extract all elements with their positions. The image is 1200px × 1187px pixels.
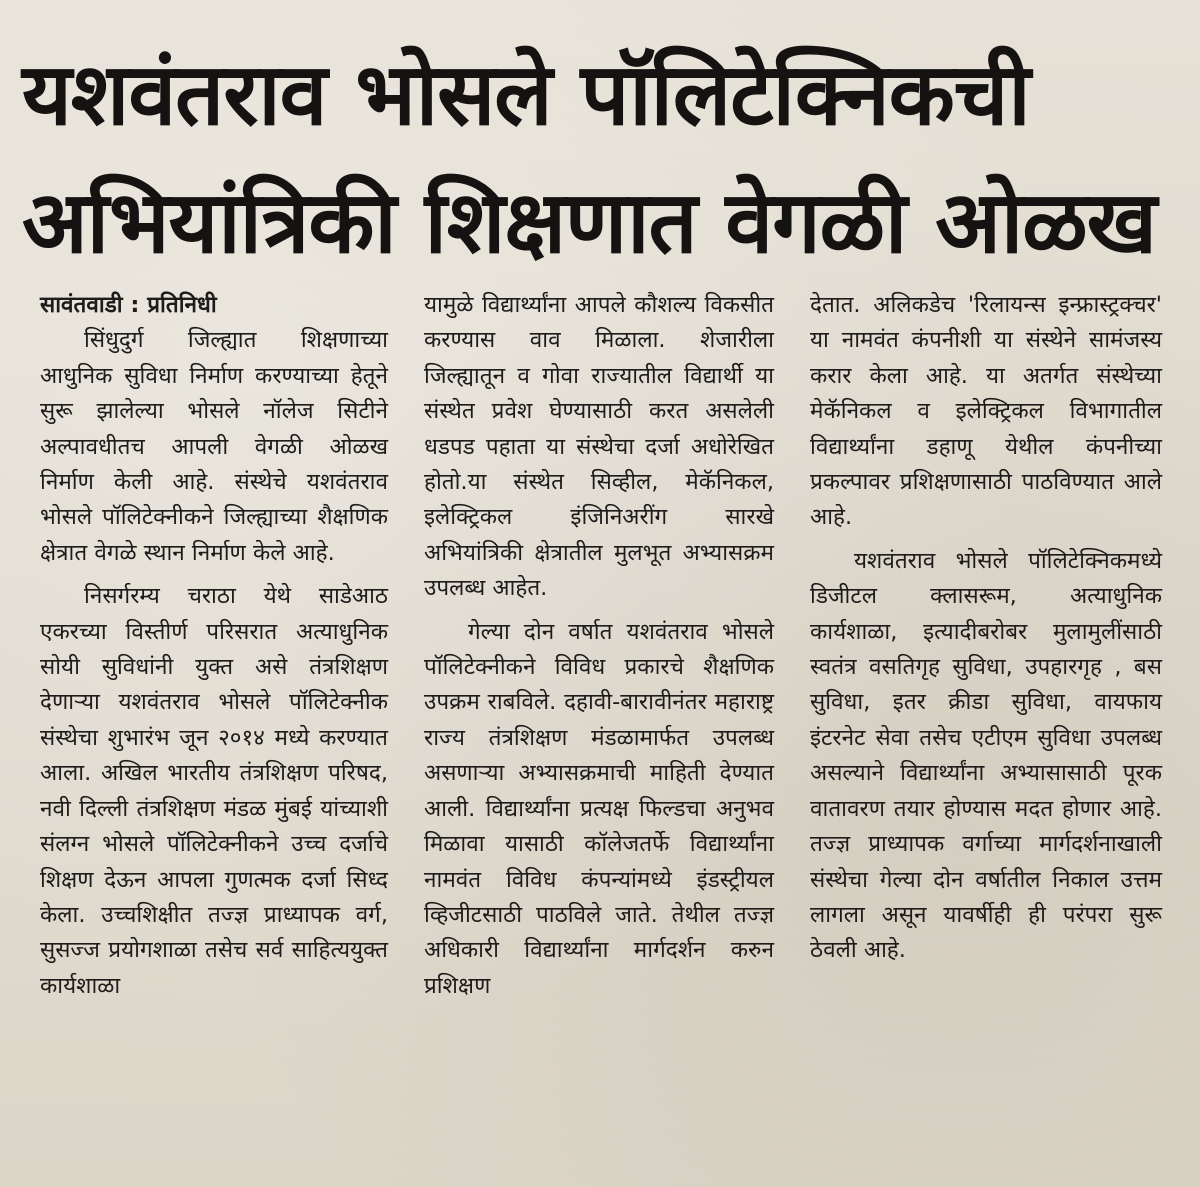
paragraph: गेल्या दोन वर्षात यशवंतराव भोसले पॉलिटेक्नीकने विविध प्रकारचे शैक्षणिक उपक्रम राबविले. दहावी-बारावीनंतर महाराष्ट्र राज्य तंत्रशिक्षण मंडळामार्फत उपलब्ध असणाऱ्या अभ्यासक्रमाची माहिती देण्यात आली. विद्यार्थ्यांना प्रत्यक्ष फिल्डचा अनुभव मिळावा यासाठी कॉलेजतर्फे विद्यार्थ्यांना नामवंत विविध कंपन्यांमध्ये इंडस्ट्रीयल व्हिजीटसाठी पाठविले जाते. तेथील तज्ज्ञ अधिकारी विद्यार्थ्यांना मार्गदर्शन करुन प्रशिक्षण bbox=[424, 618, 774, 999]
paragraph: निसर्गरम्य चराठा येथे साडेआठ एकरच्या विस्तीर्ण परिसरात अत्याधुनिक सोयी सुविधांनी युक्त असे तंत्रशिक्षण देणाऱ्या यशवंतराव भोसले पॉलिटेक्नीक संस्थेचा शुभारंभ जून २०१४ मध्ये करण्यात आला. अखिल भारतीय तंत्रशिक्षण परिषद, नवी दिल्ली तंत्रशिक्षण मंडळ मुंबई यांच्याशी संलग्न भोसले पॉलिटेक्नीकने उच्च दर्जाचे शिक्षण देऊन आपला गुणत्मक दर्जा सिध्द केला. उच्चशिक्षीत तज्ज्ञ प्राध्यापक वर्ग, सुसज्ज प्रयोगशाळा तसेच सर्व साहित्ययुक्त कार्यशाळा bbox=[40, 583, 388, 999]
article-column-1 bbox=[40, 288, 388, 1004]
paragraph-gap bbox=[810, 536, 1162, 544]
paragraph-gap bbox=[40, 571, 388, 579]
article-column-3 bbox=[810, 288, 1162, 969]
dateline: सावंतवाडी : प्रतिनिधी bbox=[40, 292, 217, 318]
headline-line-1: यशवंतराव भोसले पॉलिटेक्निकची bbox=[22, 45, 1030, 145]
paragraph: देतात. अलिकडेच 'रिलायन्स इन्फ्रास्ट्रक्चर' या नामवंत कंपनीशी या संस्थेने सामंजस्य करार केला आहे. या अतर्गत संस्थेच्या मेकॅनिकल व इलेक्ट्रिकल विभागातील विद्यार्थ्यांना डहाणू येथील कंपनीच्या प्रकल्पावर प्रशिक्षणासाठी पाठविण्यात आले आहे. bbox=[810, 292, 1162, 531]
paragraph-gap bbox=[424, 607, 774, 615]
article-column-2 bbox=[424, 288, 774, 1004]
headline-line-2: अभियांत्रिकी शिक्षणात वेगळी ओळख bbox=[22, 173, 1156, 273]
paragraph: यशवंतराव भोसले पॉलिटेक्निकमध्ये डिजीटल क्लासरूम, अत्याधुनिक कार्यशाळा, इत्यादीबरोबर मुलामुलींसाठी स्वतंत्र वसतिगृह सुविधा, उपहारगृह , बस सुविधा, इतर क्रीडा सुविधा, वायफाय इंटरनेट सेवा तसेच एटीएम सुविधा उपलब्ध असल्याने विद्यार्थ्यांना अभ्यासासाठी पूरक वातावरण तयार होण्यास मदत होणार आहे. तज्ज्ञ प्राध्यापक वर्गाच्या मार्गदर्शनाखाली संस्थेचा गेल्या दोन वर्षातील निकाल उत्तम लागला असून यावर्षीही ही परंपरा सुरू ठेवली आहे. bbox=[810, 547, 1162, 964]
paragraph: यामुळे विद्यार्थ्यांना आपले कौशल्य विकसीत करण्यास वाव मिळाला. शेजारीला जिल्ह्यातून व गोवा राज्यातील विद्यार्थी या संस्थेत प्रवेश घेण्यासाठी करत असलेली धडपड पहाता या संस्थेचा दर्जा अधोरेखित होतो.या संस्थेत सिव्हील, मेकॅनिकल, इलेक्ट्रिकल इंजिनिअरींग सारखे अभियांत्रिकी क्षेत्रातील मुलभूत अभ्यासक्रम उपलब्ध आहेत. bbox=[424, 292, 774, 602]
paragraph: सिंधुदुर्ग जिल्ह्यात शिक्षणाच्या आधुनिक सुविधा निर्माण करण्याच्या हेतूने सुरू झालेल्या भोसले नॉलेज सिटीने अल्पावधीतच आपली वेगळी ओळख निर्माण केली आहे. संस्थेचे यशवंतराव भोसले पॉलिटेक्नीकने जिल्ह्याच्या शैक्षणिक क्षेत्रात वेगळे स्थान निर्माण केले आहे. bbox=[40, 327, 388, 566]
